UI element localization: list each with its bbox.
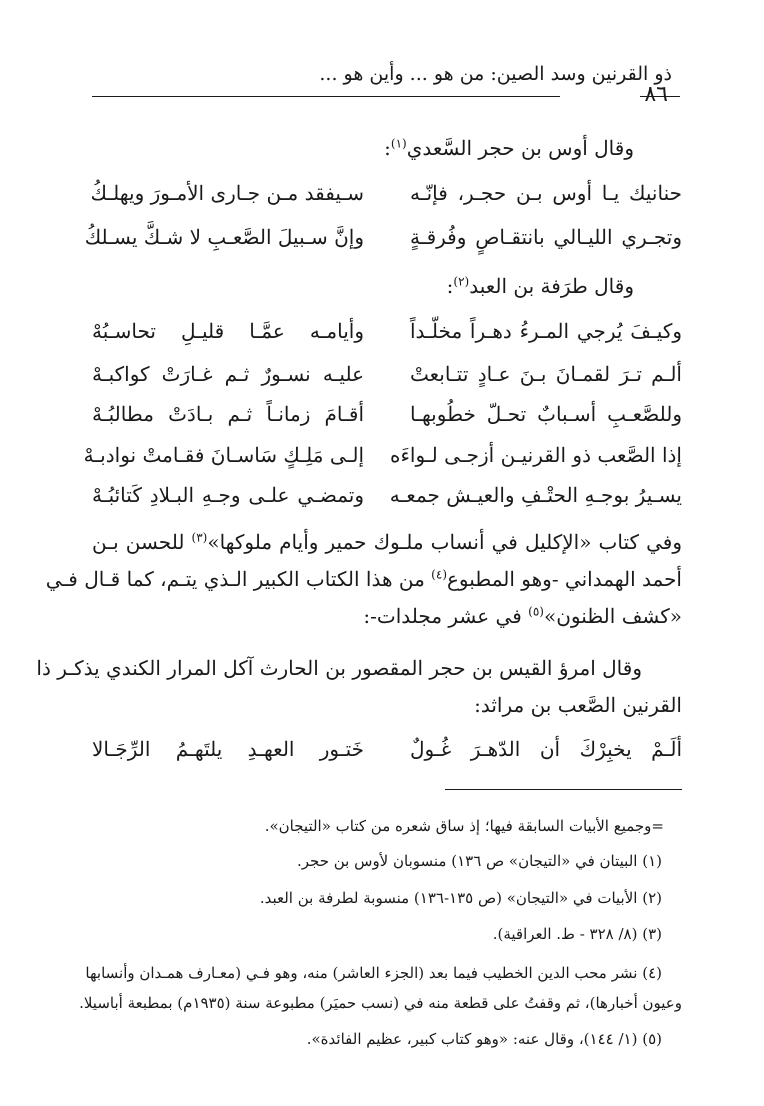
footnote-ref-3: (٣) bbox=[191, 530, 208, 545]
intro-aws-colon: : bbox=[384, 136, 391, 160]
paragraph-text: من هذا الكتاب الكبير الـذي يتـم، كما قـال فـي bbox=[45, 567, 432, 591]
verse-line bbox=[92, 178, 682, 208]
footnote-ref-2: (٢) bbox=[453, 274, 470, 289]
verse-line bbox=[83, 440, 682, 470]
verse-second-hemistich: إلـى مَلِـكٍ سَاسـانَ فقـامتْ نوادبـهْ bbox=[83, 443, 364, 467]
paragraph-imru-al-qays bbox=[36, 650, 682, 724]
paragraph-text: وفي كتاب «الإكليل في أنساب ملـوك حمير وأيام ملوكها» bbox=[207, 530, 682, 554]
footnote-1: (١) البيتان في «التيجان» ص ١٣٦) منسوبان لأوس بن حجر. bbox=[297, 852, 662, 870]
paragraph-line: وقال امرؤ القيس بن حجر المقصور بن الحارث آكل المرار الكندي يذكـر ذا bbox=[36, 656, 642, 680]
running-title: ذو القرنين وسد الصين: من هو ... وأين هو ... bbox=[319, 63, 672, 85]
verse-first-hemistich: إذا الصَّعب ذو القرنيـن أزجـى لـواءَه bbox=[390, 443, 682, 467]
intro-tarafa bbox=[447, 272, 634, 300]
page-number: ٨٦ bbox=[644, 82, 668, 107]
paragraph-line bbox=[92, 524, 682, 561]
paragraph-iklil bbox=[45, 524, 682, 635]
verse-first-hemistich: حنانيك يـا أوس بـن حجـر، فإنّـه bbox=[410, 181, 682, 205]
paragraph-line bbox=[92, 598, 682, 635]
footnote-separator bbox=[445, 789, 682, 790]
verse-second-hemistich: خَتـور العهـدِ يلتَهـمُ الرِّجَـالا bbox=[92, 737, 364, 761]
footnote-line: وعيون أخبارها)، ثم وقفتُ على قطعة منه في (نسب حميَر) مطبوعة سنة (١٩٣٥م) بمطبعة أباسيلا. bbox=[79, 994, 682, 1012]
verse-line bbox=[92, 399, 682, 429]
verse-first-hemistich: وكيـفَ يُرجي المـرءُ دهـراً مخلّـداً bbox=[410, 319, 682, 343]
footnote-ref-4: (٤) bbox=[431, 567, 447, 582]
verse-second-hemistich: أقـامَ زمانـاً ثـم بـادَتْ مطالبُـهْ bbox=[92, 402, 364, 426]
verse-second-hemistich: عليـه نسـورٌ ثـم غـارَتْ كواكبـهْ bbox=[92, 362, 364, 386]
intro-aws-text: وقال أوس بن حجر السَّعدي bbox=[406, 136, 634, 160]
header-rule bbox=[92, 96, 560, 97]
footnote-line: (٤) نشر محب الدين الخطيب فيما بعد (الجزء العاشر) منه، وهو فـي (معـارف همـدان وأنسابها bbox=[85, 964, 662, 982]
verse-line bbox=[84, 222, 682, 252]
footnote-2: (٢) الأبيات في «التيجان» (ص ١٣٥-١٣٦) منسوبة لطرفة بن العبد. bbox=[259, 889, 662, 907]
paragraph-text: «كشف الظنون» bbox=[543, 604, 682, 628]
footnote-ref-1: (١) bbox=[390, 136, 407, 151]
footnote-3: (٣) (٨/ ٣٢٨ - ط. العراقية). bbox=[492, 925, 662, 943]
verse-line bbox=[92, 734, 682, 764]
intro-tarafa-text: وقال طرَفة بن العبد bbox=[469, 274, 634, 298]
verse-first-hemistich: وتجـري الليـالي بانتقـاصٍ وفُرقـةٍ bbox=[410, 225, 682, 249]
verse-first-hemistich: يسـيرُ بوجـهِ الحتْـفِ والعيـش جمعـه bbox=[389, 483, 682, 507]
footnote-4 bbox=[79, 958, 682, 1018]
verse-line bbox=[92, 480, 682, 510]
verse-first-hemistich: وللصَّعـبِ أسـبابٌ تحـلّ خطُوبهـا bbox=[410, 402, 682, 426]
verse-second-hemistich: وتمضـي علـى وجـهِ البـلادِ كَتائبُـهْ bbox=[92, 483, 364, 507]
footnote-ref-5: (٥) bbox=[528, 604, 544, 619]
intro-tarafa-colon: : bbox=[446, 274, 454, 298]
verse-second-hemistich: وأيامـه عمَّـا قليـلِ تحاسـبُهْ bbox=[92, 319, 364, 343]
footnote-5: (٥) (١/ ١٤٤)، وقال عنه: «وهو كتاب كبير، عظيم الفائدة». bbox=[306, 1030, 662, 1048]
verse-first-hemistich: ألَـمْ يخبِرْكَ أن الدّهـرَ غُـولٌ bbox=[410, 737, 682, 761]
verse-second-hemistich: سـيفقد مـن جـارى الأمـورَ ويهلـكُ bbox=[90, 181, 364, 205]
paragraph-text: في عشر مجلدات-: bbox=[363, 604, 529, 628]
verse-line bbox=[92, 359, 682, 389]
paragraph-text: للحسن بـن bbox=[92, 530, 192, 554]
verse-second-hemistich: وإنَّ سـبيلَ الصَّعـبِ لا شـكَّ يسـلكُ bbox=[84, 225, 364, 249]
verse-line bbox=[92, 316, 682, 346]
footnote-continuation: =وجميع الأبيات السابقة فيها؛ إذ ساق شعره من كتاب «التيجان». bbox=[264, 817, 664, 835]
intro-aws bbox=[384, 134, 634, 162]
paragraph-line: القرنين الصَّعب بن مراثد: bbox=[474, 693, 682, 717]
header-rule-short bbox=[640, 96, 680, 97]
verse-first-hemistich: ألـم تـرَ لقمـانَ بـنَ عـادٍ تتـابعتْ bbox=[410, 362, 682, 386]
paragraph-line bbox=[45, 561, 682, 598]
paragraph-text: أحمد الهمداني -وهو المطبوع bbox=[447, 567, 682, 591]
